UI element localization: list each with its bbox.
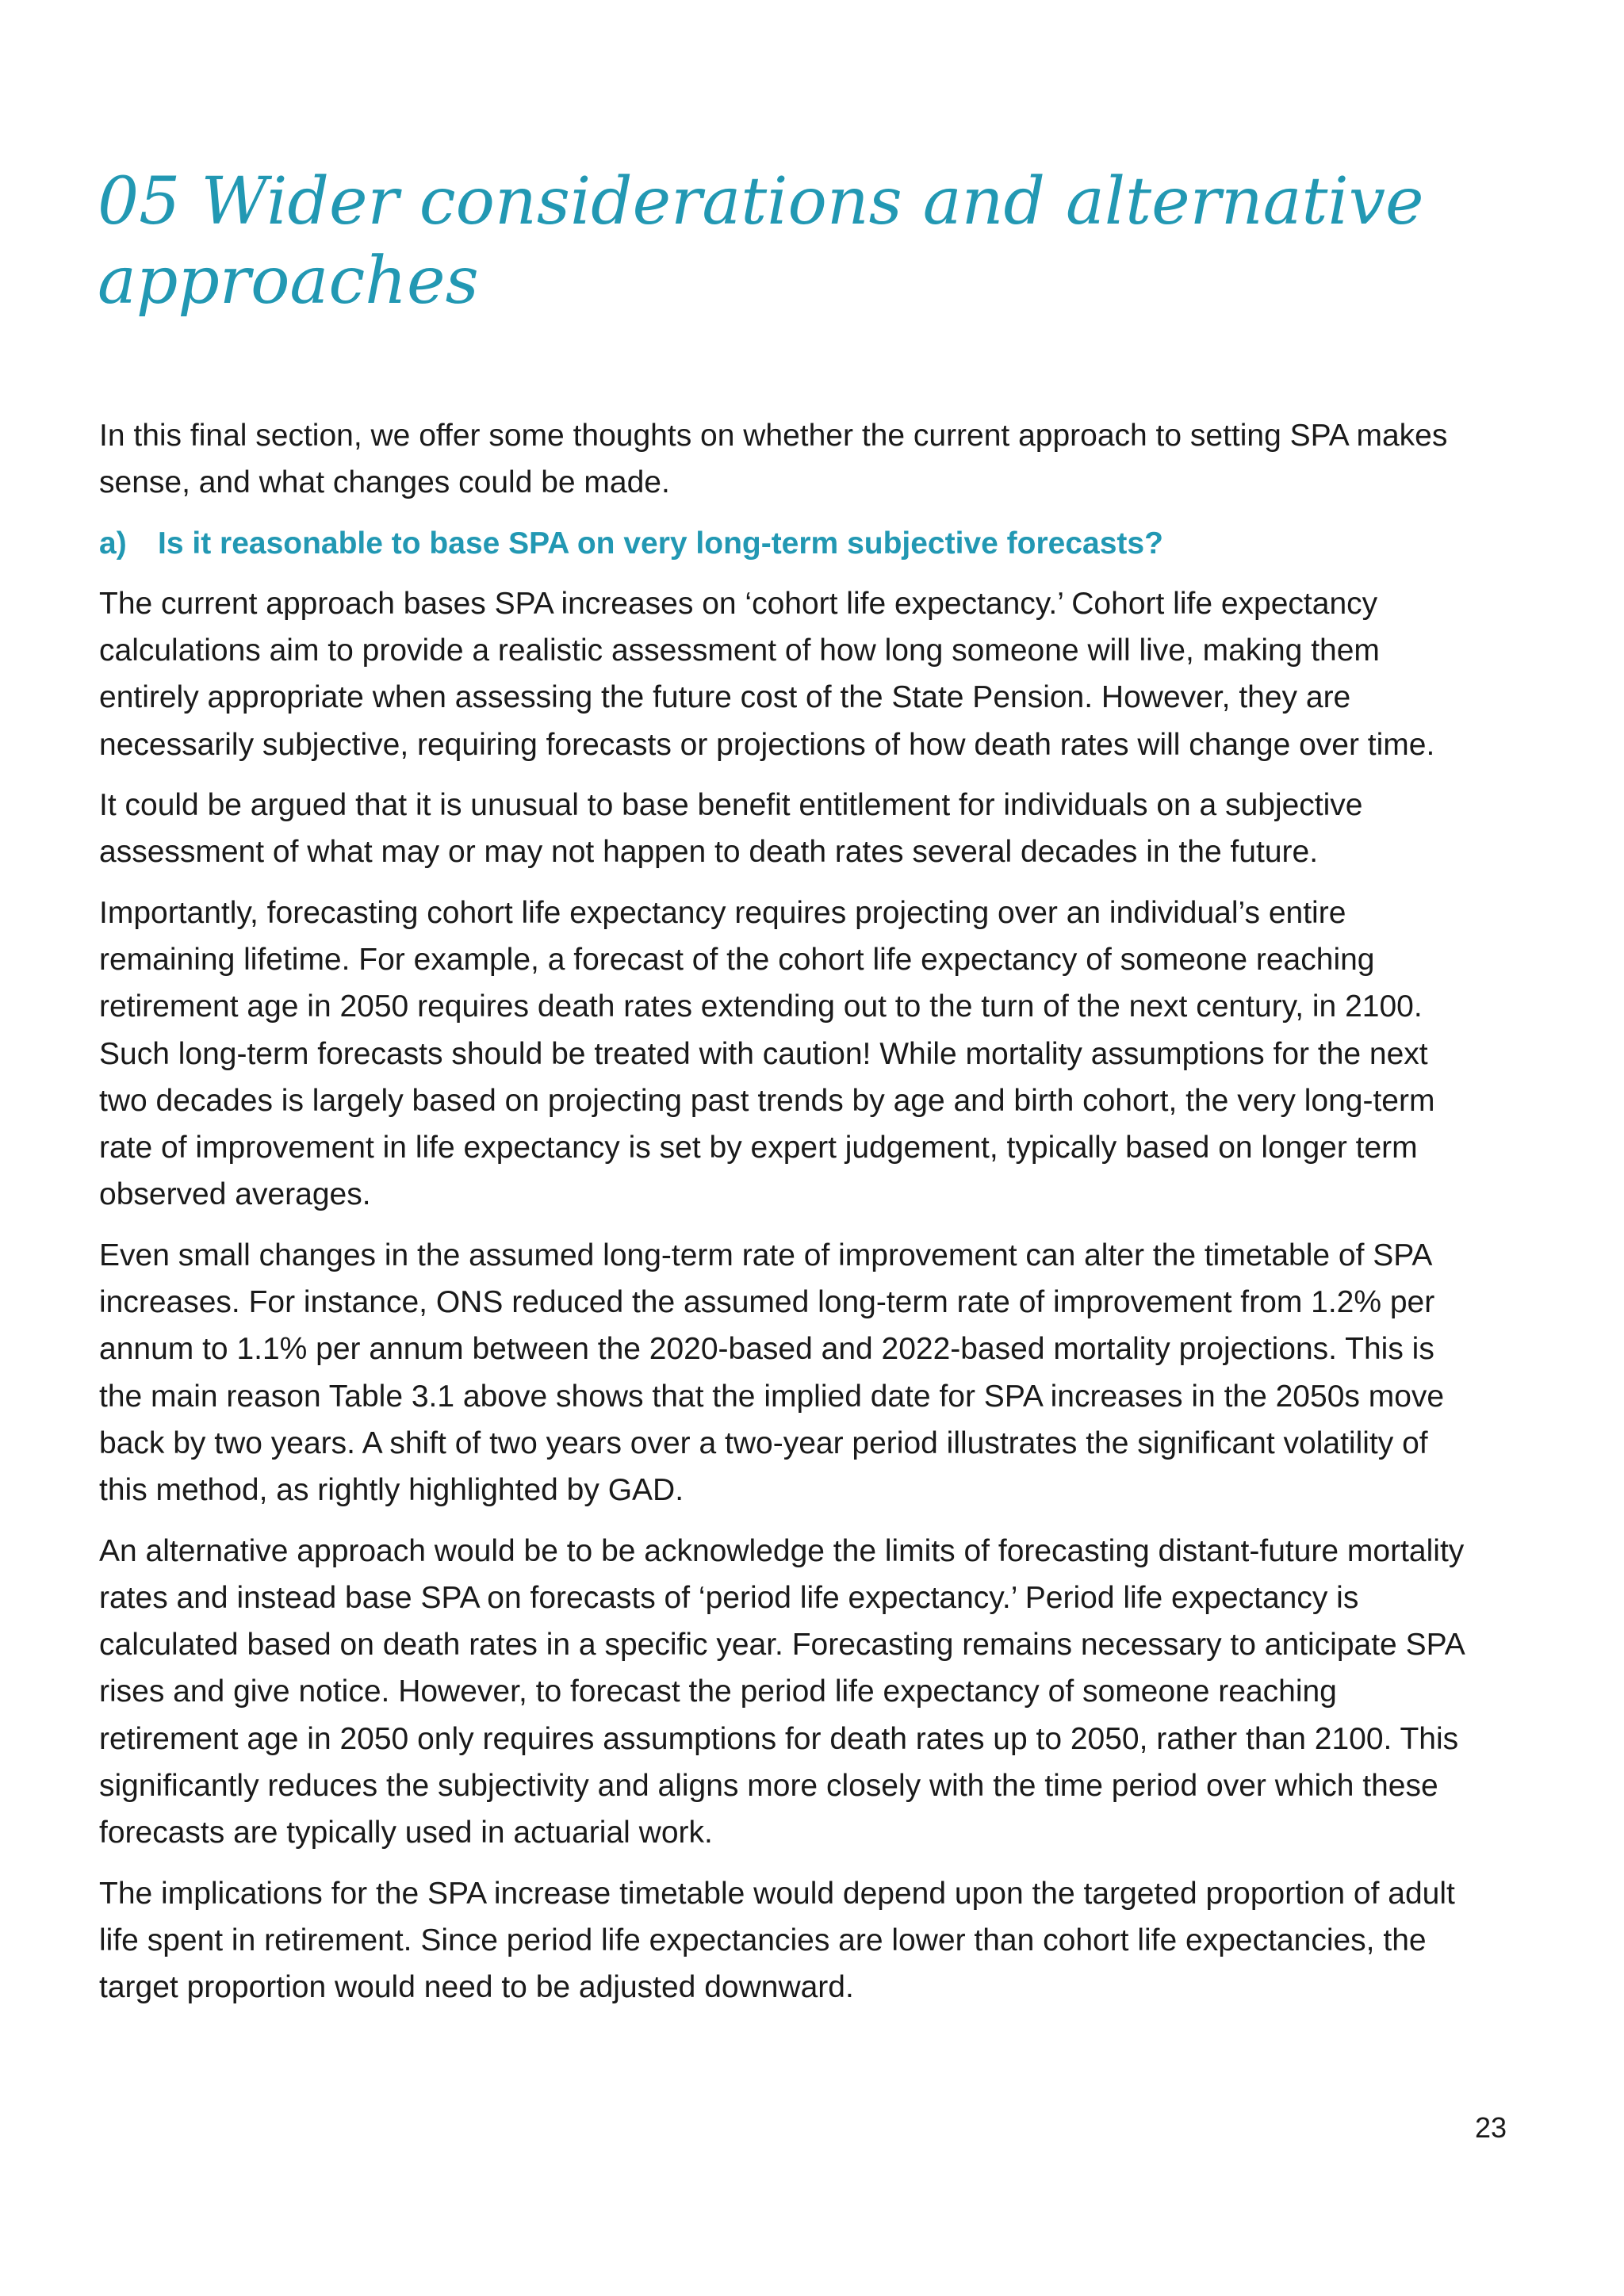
- page-number: 23: [1474, 2111, 1507, 2144]
- subheading: [99, 520, 1467, 567]
- subheading-text: Is it reasonable to base SPA on very long-term subjective forecasts?: [158, 526, 1163, 561]
- paragraph: It could be argued that it is unusual to base benefit entitlement for individuals on a subjective assessment of what may or may not happen to death rates several decades in the future.: [99, 788, 1363, 870]
- section-body: [99, 412, 1467, 2025]
- section-title: 05 Wider considerations and alternative approaches: [98, 164, 1424, 319]
- paragraph: Even small changes in the assumed long-term rate of improvement can alter the timetable of SPA increases. For instance, ONS reduced the assumed long-term rate of improvement from 1.2% per annum to 1.1% per annum between the 2020-based and 2022-based mortality projections. This is the main reason Table 3.1 above shows that the implied date for SPA increases in the 2050s move back by two years. A shift of two years over a two-year period illustrates the significant volatility of this method, as rightly highlighted by GAD.: [99, 1238, 1445, 1508]
- intro-paragraph: In this final section, we offer some thoughts on whether the current approach to setting SPA makes sense, and what changes could be made.: [99, 419, 1448, 500]
- subheading-marker: a): [99, 526, 127, 561]
- paragraph: Importantly, forecasting cohort life expectancy requires projecting over an individual’s entire remaining lifetime. For example, a forecast of the cohort life expectancy of someone reaching retirement age in 2050 requires death rates extending out to the turn of the next century, in 2100. Such long-term forecasts should be treated with caution! While mortality assumptions for the next two decades is largely based on projecting past trends by age and birth cohort, the very long-term rate of improvement in life expectancy is set by expert judgement, typically based on longer term observed averages.: [99, 895, 1435, 1212]
- paragraph: The current approach bases SPA increases on ‘cohort life expectancy.’ Cohort life expectancy calculations aim to provide a realistic assessment of how long someone will live, making them entirely appropriate when assessing the future cost of the State Pension. However, they are necessarily subjective, requiring forecasts or projections of how death rates will change over time.: [99, 586, 1435, 762]
- paragraph: The implications for the SPA increase timetable would depend upon the targeted proportion of adult life spent in retirement. Since period life expectancies are lower than cohort life expectancies, the target proportion would need to be adjusted downward.: [99, 1876, 1455, 2005]
- paragraph: An alternative approach would be to be acknowledge the limits of forecasting distant-future mortality rates and instead base SPA on forecasts of ‘period life expectancy.’ Period life expectancy is calculated based on death rates in a specific year. Forecasting remains necessary to anticipate SPA rises and give notice. However, to forecast the period life expectancy of someone reaching retirement age in 2050 only requires assumptions for death rates up to 2050, rather than 2100. This significantly reduces the subjectivity and aligns more closely with the time period over which these forecasts are typically used in actuarial work.: [99, 1533, 1465, 1850]
